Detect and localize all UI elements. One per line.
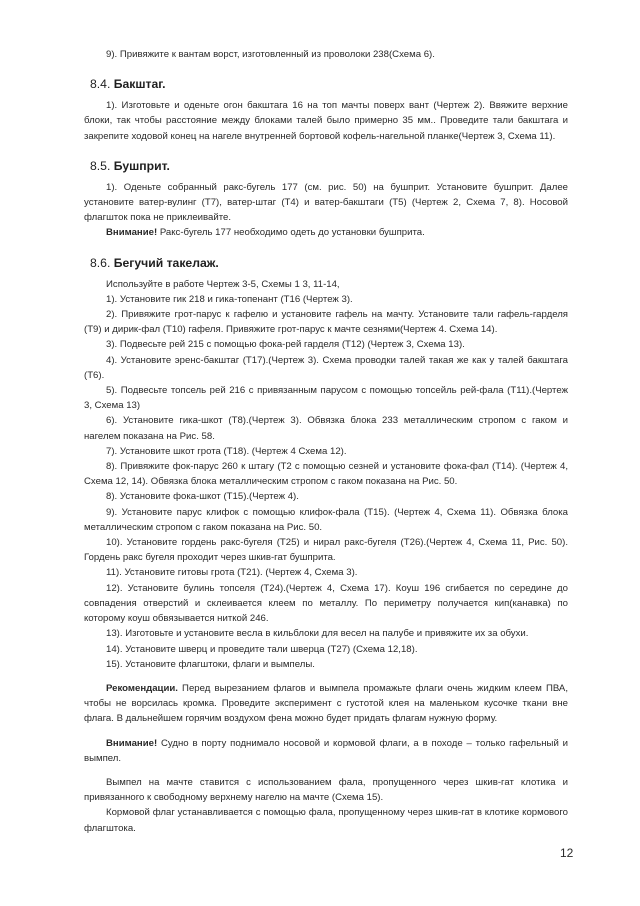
section-number: 8.6.	[90, 255, 111, 270]
section-8-6-heading	[84, 255, 568, 271]
list-item: 9). Установите парус клифок с помощью клифок-фала (Т15). (Чертеж 4, Схема 11). Обвязка блока металлическим стропом с гаком показана на Рис. 50.	[84, 506, 568, 533]
list-item: 12). Установите булинь топселя (Т24).(Чертеж 4, Схема 17). Коуш 196 сгибается по середине до совпадения отверстий и склеивается клеем по металлу. По периметру получается кип(канавка) по которому коуш обвязывается ниткой 246.	[84, 582, 568, 625]
recommendations-text: Перед вырезанием флагов и вымпела промажьте флаги очень жидким клеем ПВА, чтобы не ворсилась кромка. Проведите эксперимент с густотой клея на маленьком кусочке ткани вне флага. В дальнейшем горячим воздухом фена можно будет придать флагам нужную форму.	[84, 682, 568, 725]
section-title: Бакштаг.	[113, 77, 166, 92]
section-title: Бегучий такелаж.	[113, 255, 219, 270]
warning-label: Внимание!	[106, 737, 158, 749]
section-8-5-body: 1). Оденьте собранный ракс-бугель 177 (см. рис. 50) на бушприт. Установите бушприт. Далее установите ватер-вулинг (Т7), ватер-штаг (Т4) и ватер-бакштаги (Т5) (Чертеж 2, Схема 7, 8). Носовой флагшток пока не приклеивайте.	[84, 181, 568, 224]
section-8-4-heading	[84, 76, 568, 92]
pennant-paragraph: Вымпел на мачте ставится с использованием фала, пропущенного через шкив-гат клотика и привязанного к свободному верхнему нагелю на мачте (Схема 15).	[84, 776, 568, 804]
list-item: 14). Установите шверц и проведите тали шверца (Т27) (Схема 12,18).	[106, 643, 418, 655]
list-item: 15). Установите флагштоки, флаги и вымпелы.	[106, 658, 315, 670]
list-item: 13). Изготовьте и установите весла в кильблоки для весел на палубе и привяжите их за обухи.	[106, 628, 529, 640]
top-paragraph: 9). Привяжите к вантам ворст, изготовленный из проволоки 238(Схема 6).	[106, 49, 435, 60]
list-item: 10). Установите гордень ракс-бугеля (Т25) и нирал ракс-бугеля (Т26).(Чертеж 4, Схема 11, Рис. 50). Гордень ракс бугеля проходит через шкив-гат бушприта.	[84, 537, 568, 564]
list-item: 8). Привяжите фок-парус 260 к штагу (Т2 с помощью сезней и установите фока-фал (Т14). (Чертеж 4, Схема 12, 14). Обвязка блока металлическим стропом с гаком показана на Рис. 50.	[84, 461, 568, 488]
section-number: 8.5.	[90, 158, 111, 173]
list-item: 3). Подвесьте рей 215 с помощью фока-рей гарделя (Т12) (Чертеж 3, Схема 13).	[106, 339, 465, 351]
list-item: 6). Установите гика-шкот (Т8).(Чертеж 3). Обвязка блока 233 металлическим стропом с гаком и нагелем показана на Рис. 58.	[84, 415, 568, 442]
list-item: 1). Установите гик 218 и гика-топенант (Т16 (Чертеж 3).	[106, 293, 353, 305]
list-item: 5). Подвесьте топсель рей 216 с привязанным парусом с помощью топсейль рей-фала (Т11).(Чертеж 3, Схема 13)	[84, 385, 568, 412]
section-8-5-heading	[84, 158, 568, 174]
text-column	[84, 47, 568, 836]
recommendations-paragraph	[84, 681, 568, 727]
list-item: 7). Установите шкот грота (Т18). (Чертеж 4 Схема 12).	[106, 445, 347, 457]
section-number: 8.4.	[90, 77, 111, 92]
section-8-4-body: 1). Изготовьте и оденьте огон бакштага 16 на топ мачты поверх вант (Чертеж 2). Ввяжите верхние блоки, так чтобы расстояние между блоками талей было примерно 35 мм.. Проведите тали бакштага и закрепите ходовой конец на нагеле внутренней бортовой кофель-нагельной планке(Чертеж 3, Схема 11).	[84, 100, 568, 142]
list-item: 8). Установите фока-шкот (Т15).(Чертеж 4).	[106, 491, 299, 503]
list-item: 4). Установите эренс-бакштаг (Т17).(Чертеж 3). Схема проводки талей такая же как у талей бакштага (Т6).	[84, 354, 568, 381]
page-number: 12	[560, 846, 574, 860]
section-8-5-warning	[84, 225, 568, 240]
warning-text: Судно в порту поднимало носовой и кормовой флаги, а в походе – только гафельный и вымпел.	[84, 737, 568, 764]
stern-flag-paragraph: Кормовой флаг устанавливается с помощью фала, пропущенному через шкив-гат в клотике кормового флагштока.	[84, 807, 568, 834]
recommendations-label: Рекомендации.	[106, 682, 178, 694]
section-title: Бушприт.	[113, 158, 170, 173]
section-8-6-warning	[84, 736, 568, 766]
list-item: 11). Установите гитовы грота (Т21). (Чертеж 4, Схема 3).	[106, 567, 358, 579]
list-item: 2). Привяжите грот-парус к гафелю и установите гафель на мачту. Установите тали гафель-гарделя (Т9) и дирик-фал (Т10) гафеля. Привяжите грот-парус к мачте сезнями(Чертеж 4. Схема 14).	[84, 309, 568, 336]
warning-label: Внимание!	[106, 227, 158, 239]
warning-text: Ракс-бугель 177 необходимо одеть до установки бушприта.	[157, 227, 425, 239]
section-8-6-intro: Используйте в работе Чертеж 3-5, Схемы 1 3, 11-14,	[106, 278, 340, 290]
